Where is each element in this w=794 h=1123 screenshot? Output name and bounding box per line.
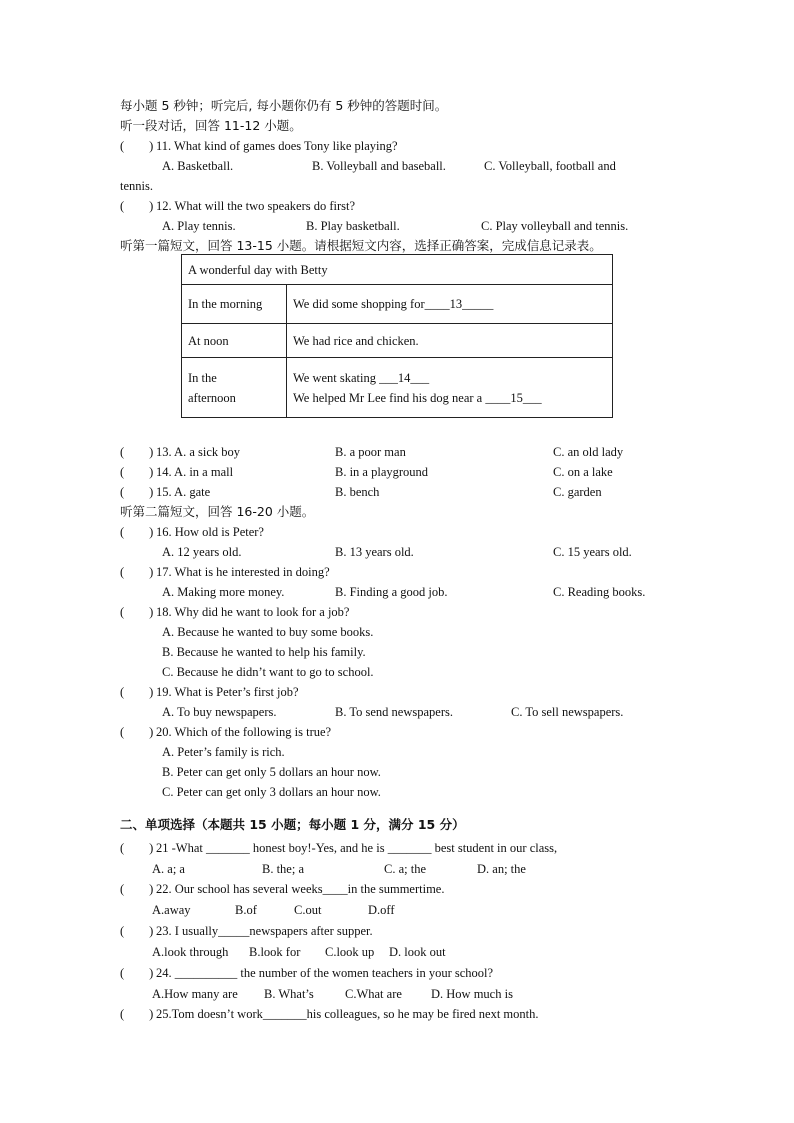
info-record-table (181, 254, 613, 418)
question-14 (120, 462, 233, 482)
answer-blank[interactable]: ( ) (120, 725, 154, 739)
question-22 (120, 879, 444, 899)
answer-blank[interactable]: ( ) (120, 966, 154, 980)
option-a: A. Peter’s family is rich. (162, 745, 285, 759)
option-a: A. Making more money. (162, 585, 285, 599)
option-c-continued: tennis. (120, 179, 153, 193)
answer-blank[interactable]: ( ) (120, 605, 154, 619)
option-a: 13. A. a sick boy (156, 445, 241, 459)
option-b: B.look for (249, 945, 301, 959)
option-a: A. Because he wanted to buy some books. (162, 625, 374, 639)
option-d: D.off (368, 903, 395, 917)
option-b: B.of (235, 903, 257, 917)
option-c: C. Peter can get only 3 dollars an hour now. (162, 785, 381, 799)
table-title: A wonderful day with Betty (182, 255, 613, 285)
option-b: B. What’s (264, 987, 314, 1001)
question-stem: 21 -What _______ honest boy!-Yes, and he is _______ best student in our class, (156, 841, 558, 855)
option-b: B. in a playground (335, 465, 429, 479)
option-c: C. a; the (384, 862, 427, 876)
option-c: C. on a lake (553, 465, 613, 479)
answer-blank[interactable]: ( ) (120, 465, 154, 479)
question-stem: 25.Tom doesn’t work_______his colleagues, so he may be fired next month. (156, 1007, 539, 1021)
option-b: B. Play basketball. (306, 219, 400, 233)
question-stem: 17. What is he interested in doing? (156, 565, 330, 579)
option-a: 14. A. in a mall (156, 465, 234, 479)
option-a: A. To buy newspapers. (162, 705, 277, 719)
table-row-content (287, 358, 613, 418)
table-row-content: We had rice and chicken. (287, 324, 613, 358)
option-b: B. the; a (262, 862, 305, 876)
answer-blank[interactable]: ( ) (120, 924, 154, 938)
option-b: B. bench (335, 485, 380, 499)
table-row-content: We did some shopping for____13_____ (287, 285, 613, 324)
question-stem: 16. How old is Peter? (156, 525, 264, 539)
option-c: C. Because he didn’t want to go to school. (162, 665, 374, 679)
question-11 (120, 136, 398, 156)
question-21 (120, 838, 557, 858)
content-line: We went skating ___14___ (293, 370, 430, 385)
option-c: C. Volleyball, football and (484, 159, 616, 173)
question-17 (120, 562, 330, 582)
option-c: C. 15 years old. (553, 545, 632, 559)
question-stem: 19. What is Peter’s first job? (156, 685, 299, 699)
option-d: D. an; the (477, 862, 526, 876)
table-row-label: At noon (182, 324, 287, 358)
question-stem: 24. __________ the number of the women teachers in your school? (156, 966, 494, 980)
intro-line: 每小题 5 秒钟；听完后, 每小题你仍有 5 秒钟的答题时间。 (120, 98, 448, 113)
option-a: A. a; a (152, 862, 185, 876)
question-20 (120, 722, 331, 742)
option-b: B. a poor man (335, 445, 406, 459)
option-c: C. Reading books. (553, 585, 646, 599)
option-a: 15. A. gate (156, 485, 211, 499)
answer-blank[interactable]: ( ) (120, 139, 154, 153)
option-c: C.out (294, 903, 322, 917)
section2-heading: 二、单项选择（本题共 15 小题；每小题 1 分，满分 15 分） (120, 817, 465, 832)
label-line: In the (188, 370, 217, 385)
option-c: C. garden (553, 485, 602, 499)
option-b: B. Because he wanted to help his family. (162, 645, 366, 659)
question-12 (120, 196, 355, 216)
answer-blank[interactable]: ( ) (120, 445, 154, 459)
option-a: A.How many are (152, 987, 238, 1001)
option-c: C. To sell newspapers. (511, 705, 624, 719)
question-stem: 11. What kind of games does Tony like playing? (156, 139, 398, 153)
option-d: D. How much is (431, 987, 513, 1001)
option-b: B. To send newspapers. (335, 705, 453, 719)
question-24 (120, 963, 493, 983)
question-23 (120, 921, 373, 941)
option-c: C. an old lady (553, 445, 624, 459)
passage1-heading: 听第一篇短文，回答 13-15 小题。请根据短文内容，选择正确答案，完成信息记录表。 (120, 238, 602, 253)
option-d: D. look out (389, 945, 446, 959)
table-row-label (182, 358, 287, 418)
question-19 (120, 682, 299, 702)
option-a: A. Play tennis. (162, 219, 236, 233)
question-15 (120, 482, 210, 502)
passage2-heading: 听第二篇短文，回答 16-20 小题。 (120, 504, 315, 519)
question-stem: 12. What will the two speakers do first? (156, 199, 356, 213)
option-a: A. 12 years old. (162, 545, 242, 559)
question-stem: 20. Which of the following is true? (156, 725, 332, 739)
answer-blank[interactable]: ( ) (120, 525, 154, 539)
answer-blank[interactable]: ( ) (120, 882, 154, 896)
option-c: C.What are (345, 987, 402, 1001)
dialog-heading: 听一段对话，回答 11-12 小题。 (120, 118, 302, 133)
option-c: C.look up (325, 945, 375, 959)
option-b: B. Peter can get only 5 dollars an hour now. (162, 765, 381, 779)
question-stem: 23. I usually_____newspapers after supper. (156, 924, 373, 938)
option-a: A.away (152, 903, 191, 917)
label-line: afternoon (188, 390, 236, 405)
answer-blank[interactable]: ( ) (120, 841, 154, 855)
answer-blank[interactable]: ( ) (120, 685, 154, 699)
option-a: A. Basketball. (162, 159, 234, 173)
question-stem: 22. Our school has several weeks____in the summertime. (156, 882, 445, 896)
table-row-label: In the morning (182, 285, 287, 324)
option-c: C. Play volleyball and tennis. (481, 219, 629, 233)
answer-blank[interactable]: ( ) (120, 485, 154, 499)
answer-blank[interactable]: ( ) (120, 565, 154, 579)
content-line: We helped Mr Lee find his dog near a ____15___ (293, 390, 542, 405)
question-13 (120, 442, 240, 462)
answer-blank[interactable]: ( ) (120, 1007, 154, 1021)
option-b: B. Finding a good job. (335, 585, 448, 599)
answer-blank[interactable]: ( ) (120, 199, 154, 213)
question-16 (120, 522, 264, 542)
option-b: B. 13 years old. (335, 545, 414, 559)
option-b: B. Volleyball and baseball. (312, 159, 446, 173)
option-a: A.look through (152, 945, 229, 959)
question-stem: 18. Why did he want to look for a job? (156, 605, 350, 619)
question-25 (120, 1004, 539, 1024)
question-18 (120, 602, 349, 622)
